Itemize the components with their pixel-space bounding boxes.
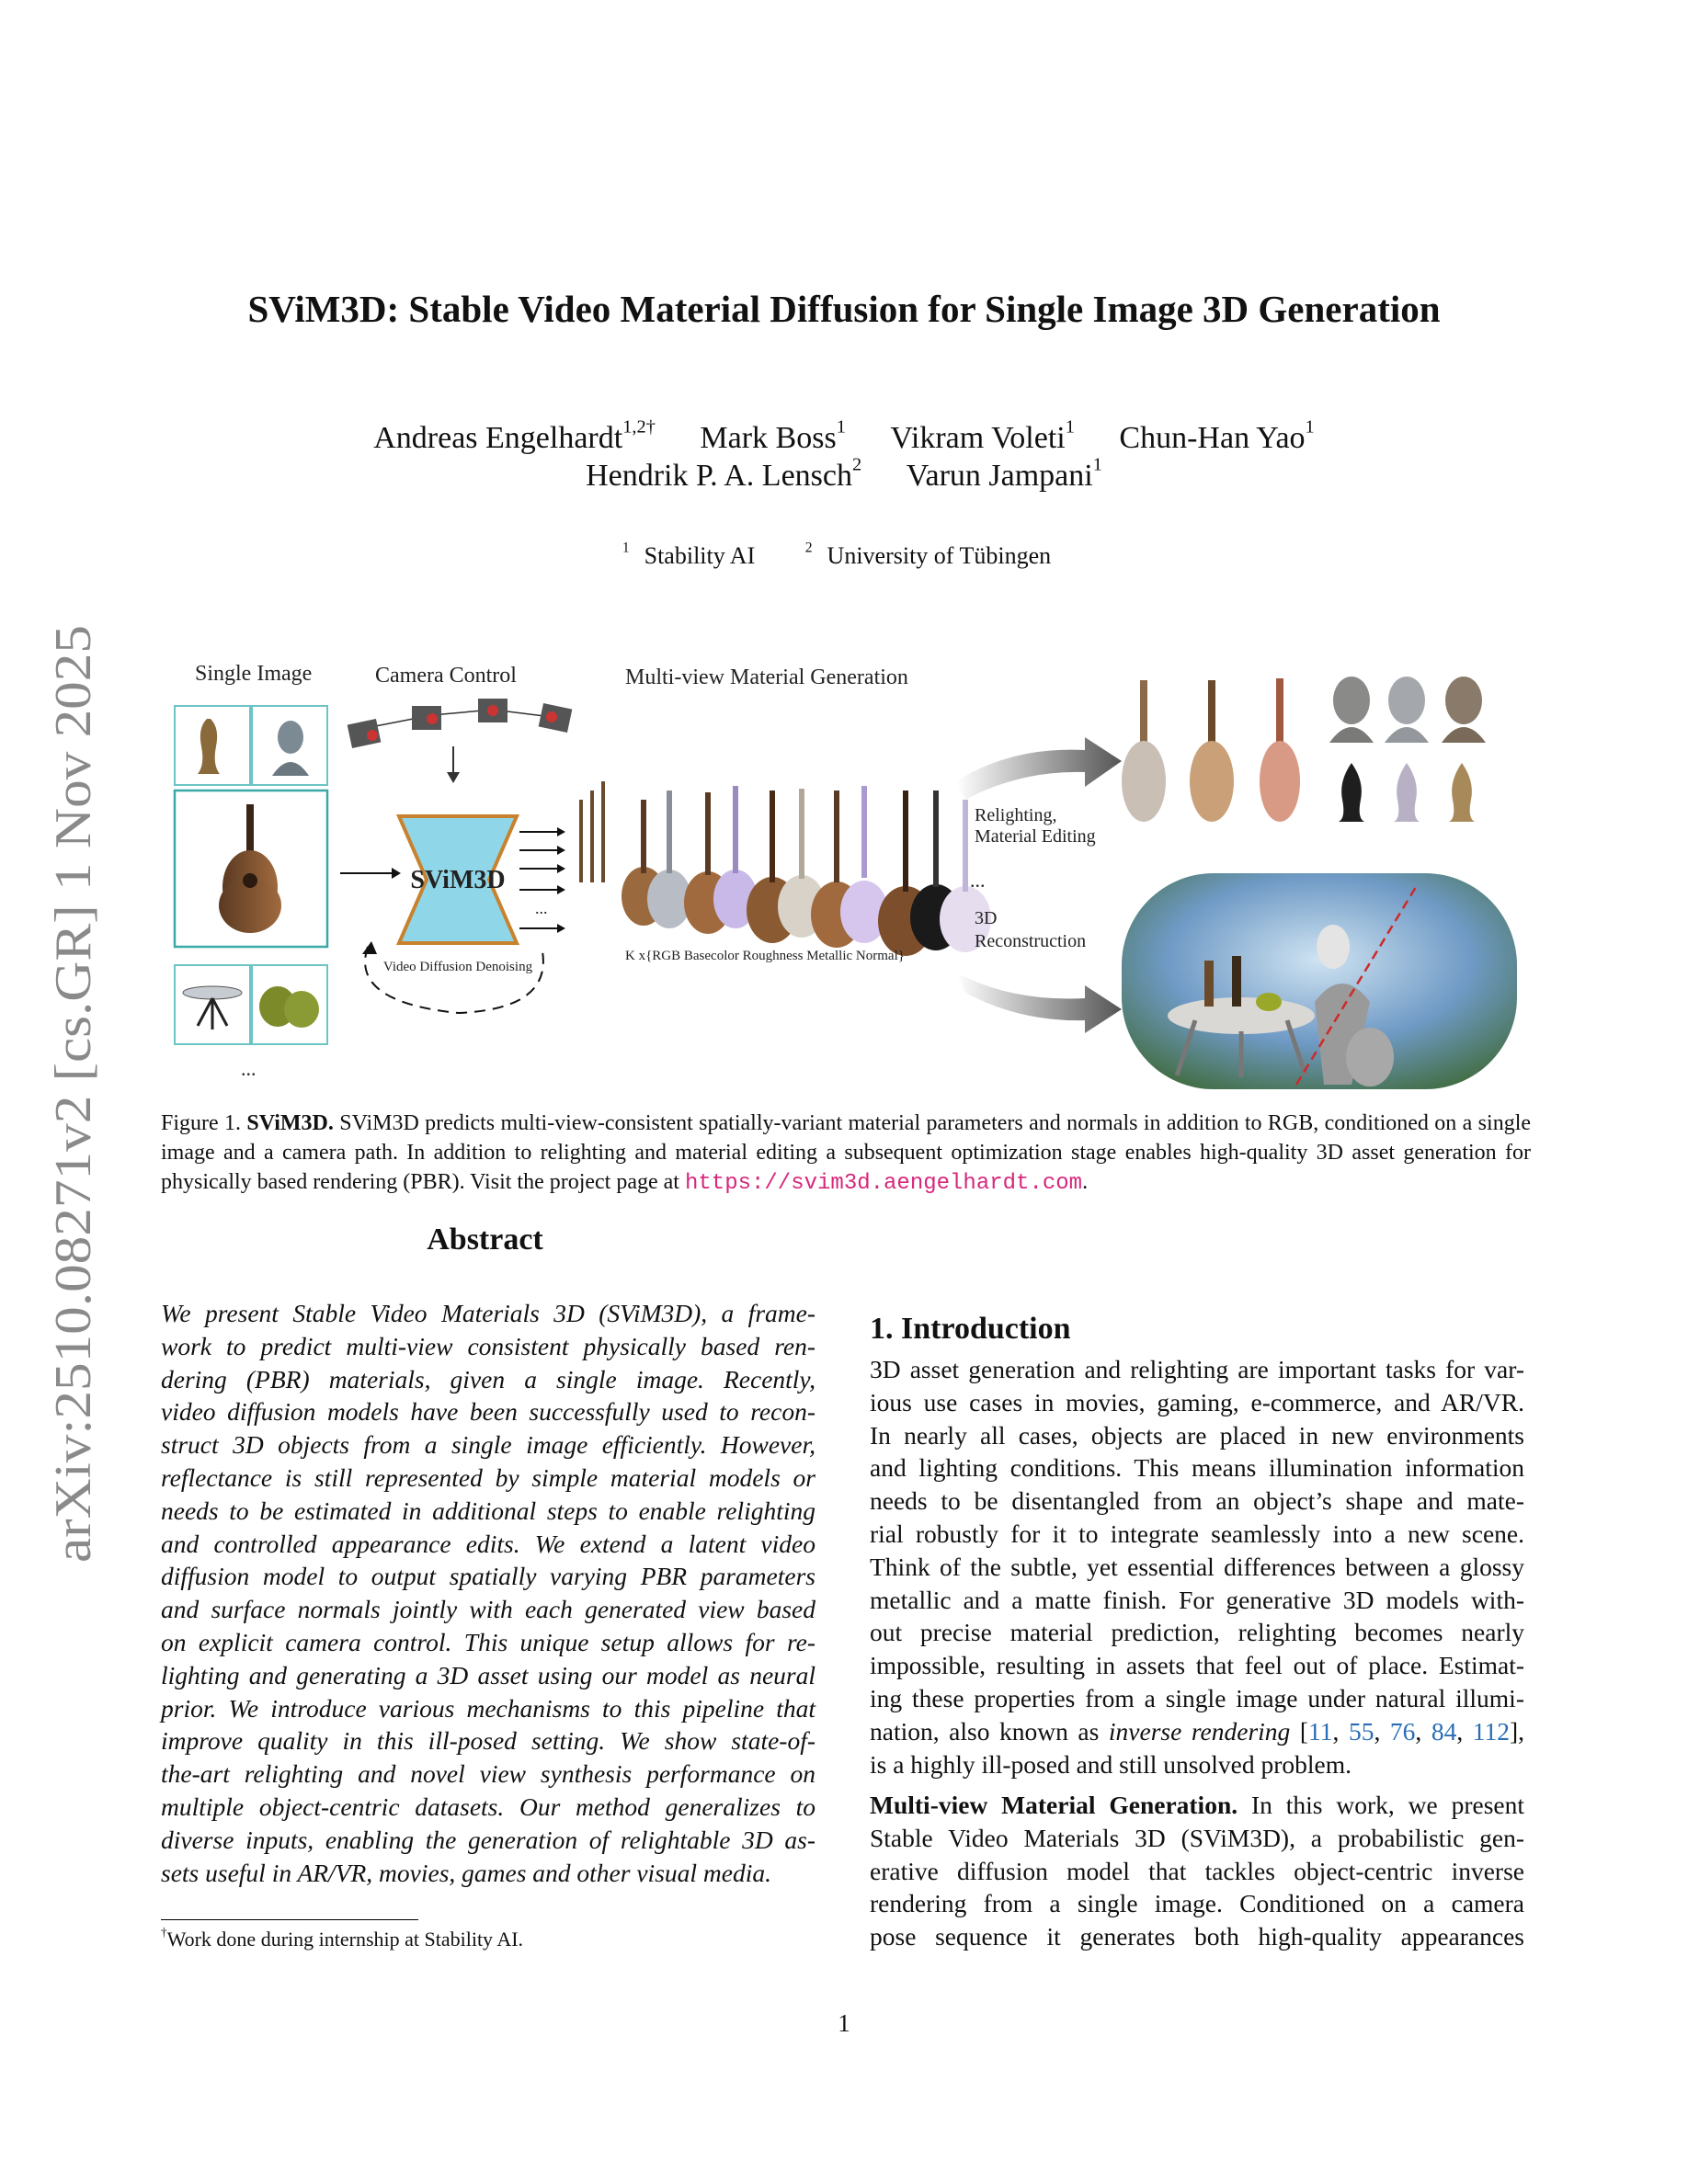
author: Chun-Han Yao$^1$ bbox=[1119, 416, 1315, 455]
arxiv-id: arXiv:2510.08271v2 [cs.GR] 1 Nov 2025 bbox=[45, 704, 101, 1563]
affiliations bbox=[0, 542, 1688, 570]
abstract-line: needs to be estimated in additional steps to enable relighting bbox=[161, 1496, 815, 1525]
intro-line: pose sequence it generates both high-quality appearances bbox=[870, 1922, 1524, 1951]
abstract-line: dering (PBR) materials, given a single image. Recently, bbox=[161, 1364, 815, 1393]
intro-line: Think of the subtle, yet essential differences between a glossy bbox=[870, 1552, 1524, 1581]
intro-line: out precise material prediction, relighting becomes nearly bbox=[870, 1618, 1524, 1647]
abstract-line: improve quality in this ill-posed setting. We show state-of- bbox=[161, 1726, 815, 1756]
ellipsis: ... bbox=[241, 1057, 257, 1080]
citation-link[interactable]: 55 bbox=[1348, 1716, 1374, 1746]
abstract-line: multiple object-centric datasets. Our method generalizes to bbox=[161, 1792, 815, 1821]
multiview-outputs bbox=[579, 781, 991, 963]
ellipsis: ... bbox=[535, 899, 548, 917]
intro-line-citations: nation, also known as inverse rendering [11, 55, 76, 84, 112], bbox=[870, 1716, 1525, 1746]
intro-paragraph-2 bbox=[870, 1789, 1524, 1953]
intro-line: In nearly all cases, objects are placed in new environments bbox=[870, 1420, 1524, 1450]
author: Andreas Engelhardt$^{1,2\dagger}$ bbox=[373, 416, 656, 455]
abstract-body bbox=[161, 1297, 815, 1889]
author: Mark Boss$^1$ bbox=[700, 416, 846, 455]
caption-text: SViM3D predicts multi-view-consistent spatially-variant material parameters and normals in addition to RGB, conditioned on a single image and a camera path. In addition to relighting and material editing a subsequent optimization stage enables high-quality 3D asset generation for physically based rendering (PBR). Visit the project page at bbox=[161, 1111, 1532, 1194]
model-label: SViM3D bbox=[410, 866, 506, 894]
affiliation: $^2$ University of Tübingen bbox=[804, 540, 1052, 569]
paragraph-heading: Multi-view Material Generation. bbox=[870, 1791, 1238, 1819]
input-thumbnails bbox=[175, 706, 327, 1080]
abstract-line: We present Stable Video Materials 3D (SViM3D), a frame- bbox=[161, 1299, 815, 1327]
abstract-line: diffusion model to output spatially varying PBR parameters bbox=[161, 1562, 815, 1591]
abstract-line: struct 3D objects from a single image efficiently. However, bbox=[161, 1430, 815, 1460]
label-camera-control: Camera Control bbox=[375, 664, 517, 688]
page-number: 1 bbox=[838, 2009, 850, 2037]
caption-end: . bbox=[1082, 1170, 1089, 1194]
intro-line: rial robustly for it to integrate seamlessly into a new scene. bbox=[870, 1519, 1524, 1548]
intro-line: Multi-view Material Generation. In this work, we present bbox=[870, 1791, 1524, 1819]
ellipsis: ... bbox=[970, 869, 986, 892]
intro-heading: 1. Introduction bbox=[870, 1312, 1071, 1346]
intro-line: impossible, resulting in assets that feel out of place. Estimat- bbox=[870, 1651, 1524, 1680]
author: Hendrik P. A. Lensch$^2$ bbox=[586, 454, 862, 493]
relit-objects bbox=[1122, 677, 1486, 822]
figure-1 bbox=[165, 653, 1526, 1094]
intro-line: is a highly ill-posed and still unsolved problem. bbox=[870, 1749, 1352, 1779]
label-mvmg: Multi-view Material Generation bbox=[625, 665, 908, 689]
abstract-line: work to predict multi-view consistent physically based ren- bbox=[161, 1331, 815, 1360]
reconstruction-label-2: Reconstruction bbox=[975, 931, 1087, 951]
intro-line: needs to be disentangled from an object’s shape and mate- bbox=[870, 1486, 1524, 1516]
author: Vikram Voleti$^1$ bbox=[890, 416, 1075, 455]
footnote: †Work done during internship at Stability AI. bbox=[161, 1925, 524, 1951]
intro-line: erative diffusion model that tackles object-centric inverse bbox=[870, 1856, 1524, 1885]
reconstruction-label-1: 3D bbox=[975, 908, 998, 928]
figure-1-caption bbox=[161, 1109, 1531, 1199]
abstract-line: the-art relighting and novel view synthesis performance on bbox=[161, 1759, 815, 1789]
abstract-line: video diffusion models have been successfully used to recon- bbox=[161, 1397, 815, 1427]
paper-title: SViM3D: Stable Video Material Diffusion for Single Image 3D Generation bbox=[247, 288, 1441, 330]
footnote-rule bbox=[161, 1919, 418, 1920]
abstract-line: diverse inputs, enabling the generation of relightable 3D as- bbox=[161, 1825, 815, 1854]
citation-link[interactable]: 76 bbox=[1389, 1716, 1416, 1746]
intro-line: ious use cases in movies, gaming, e-commerce, and AR/VR. bbox=[870, 1387, 1524, 1416]
caption-bold: SViM3D. bbox=[246, 1111, 334, 1135]
citation-link[interactable]: 112 bbox=[1472, 1716, 1510, 1746]
abstract-line: prior. We introduce various mechanisms to this pipeline that bbox=[161, 1693, 815, 1723]
relighting-label: Relighting, bbox=[975, 805, 1057, 825]
citation-link[interactable]: 11 bbox=[1308, 1716, 1333, 1746]
svim3d-model bbox=[340, 816, 565, 1013]
intro-line: and lighting conditions. This means illumination information bbox=[870, 1453, 1524, 1483]
reconstruction-scene bbox=[1122, 873, 1517, 1089]
author: Varun Jampani$^1$ bbox=[906, 454, 1102, 493]
figure-1-illustration bbox=[165, 653, 1526, 1094]
abstract-line: sets useful in AR/VR, movies, games and other visual media. bbox=[161, 1858, 771, 1887]
arxiv-sidebar bbox=[37, 616, 101, 1581]
intro-line: ing these properties from a single image under natural illumi- bbox=[870, 1683, 1524, 1712]
project-url-link[interactable]: https://svim3d.aengelhardt.com bbox=[684, 1171, 1083, 1196]
affiliation: $^1$ Stability AI bbox=[622, 540, 756, 569]
label-single-image: Single Image bbox=[195, 662, 313, 686]
abstract-line: and controlled appearance edits. We extend a latent video bbox=[161, 1529, 815, 1558]
abstract-line: lighting and generating a 3D asset using our model as neural bbox=[161, 1660, 815, 1689]
abstract-line: reflectance is still represented by simple material models or bbox=[161, 1462, 815, 1492]
material-editing-label: Material Editing bbox=[975, 826, 1096, 847]
caption-prefix: Figure 1. bbox=[161, 1111, 242, 1135]
intro-line: rendering from a single image. Conditioned on a camera bbox=[870, 1889, 1524, 1918]
abstract-line: and surface normals jointly with each generated view based bbox=[161, 1595, 815, 1624]
author-line-2 bbox=[0, 454, 1688, 495]
intro-line: metallic and a matte finish. For generative 3D models with- bbox=[870, 1585, 1524, 1614]
camera-path bbox=[348, 699, 573, 783]
intro-line: 3D asset generation and relighting are important tasks for var- bbox=[870, 1355, 1524, 1383]
intro-paragraph-1 bbox=[870, 1353, 1524, 1780]
denoising-label: Video Diffusion Denoising bbox=[382, 960, 533, 974]
intro-line: Stable Video Materials 3D (SViM3D), a probabilistic gen- bbox=[870, 1823, 1524, 1852]
abstract-line: on explicit camera control. This unique setup allows for re- bbox=[161, 1627, 815, 1656]
citation-link[interactable]: 84 bbox=[1431, 1716, 1457, 1746]
author-line-1 bbox=[0, 416, 1688, 457]
abstract-heading: Abstract bbox=[427, 1223, 543, 1257]
channels-label: K x{RGB Basecolor Roughness Metallic Normal} bbox=[625, 949, 905, 963]
